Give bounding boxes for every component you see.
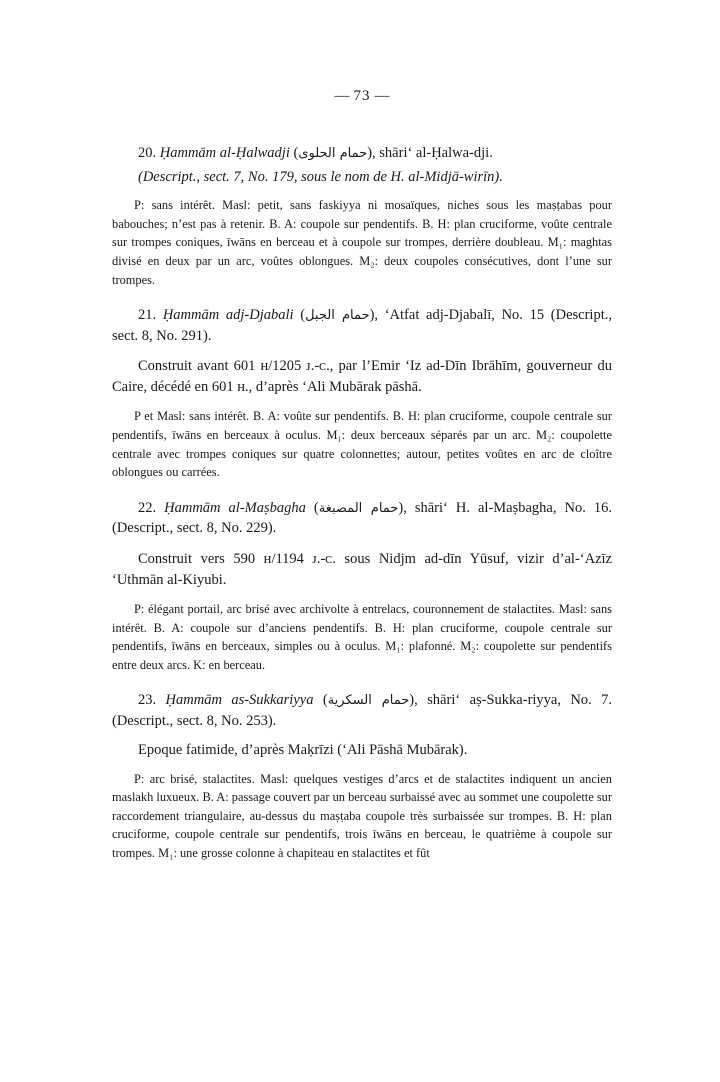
entry-21-heading: 21. Ḥammām adj-Djabali (حمام الجبل), ‘Atfat adj-Djabalī, No. 15 (Descript., sect. 8, No. 291). [112, 307, 612, 344]
page-number-dash-left: — [334, 88, 350, 104]
entry-20-number: 20. [138, 145, 157, 161]
entry-22-arabic: حمام المصبغة [318, 500, 399, 516]
entry-22-construction: Construit vers 590 ʜ/1194 ᴊ.-ᴄ. sous Nidjm ad-dīn Yūsuf, vizir d’al-‘Azīz ‘Uthmān al-Kiyubi. [112, 550, 612, 588]
entry-22-number: 22. [138, 499, 157, 516]
entry-23-note: P: arc brisé, stalactites. Masl: quelques vestiges d’arcs et de stalactites indiquent un ancien maslakh luxueux. B. A: passage couvert par un berceau surbaissé avec au sommet une coupolette sur raccordement triangulaire, au-dessus du maṣṭaba coupole très surbaissée sur trompes. B. H: plan cruciforme, coupole centrale sur pendentifs, trois īwāns en berceau, le quatrième à coupole sur trompes. M₁: une grosse colonne à chapiteau en stalactites et fût [112, 771, 612, 861]
entry-21-number: 21. [138, 307, 157, 324]
entry-20 [112, 143, 612, 289]
entry-23-after-arabic: , shāri‘ aṣ-Sukka-riyya, No. 7. (Descript., sect. 8, No. 253). [112, 692, 613, 730]
entry-20-descript-text: (Descript., sect. 7, No. 179, sous le nom de H. al-Midjā-wirīn). [138, 168, 503, 185]
entry-21-title: Ḥammām adj-Djabali [162, 307, 294, 324]
entry-23-arabic: حمام السكرية [327, 693, 410, 709]
entry-21-note: P et Masl: sans intérêt. B. A: voûte sur pendentifs. B. H: plan cruciforme, coupole centrale sur pendentifs, īwāns en berceaux à oculus. M₁: deux berceaux séparés par un arc. M₂: coupolette centrale avec trompes coniques sur quatre colonnettes; autour, petites voûtes en arc de cloître oblongues ou carrées. [112, 409, 612, 480]
entry-20-arabic: حمام الحلوى [298, 146, 368, 161]
entry-20-heading: 20. Ḥammām al-Ḥalwadji (حمام الحلوى), shāri‘ al-Ḥalwa-dji. [138, 145, 493, 161]
entry-23-epoque: Epoque fatimide, d’après Maḳrīzi (‘Ali Pāshā Mubārak). [138, 741, 468, 758]
entry-22-note: P: élégant portail, arc brisé avec archivolte à entrelacs, couronnement de stalactites. Masl: sans intérêt. B. A: coupole sur d’anciens pendentifs. B. H: plan cruciforme, coupole centrale sur pendentifs, īwāns en berceaux, simples ou à oculus. M₁: plafonné. M₂: coupolette sur pendentifs entre deux arcs. K: en berceau. [112, 602, 612, 672]
entry-21 [112, 305, 612, 482]
entry-22-title: Ḥammām al-Maṣbagha [164, 499, 306, 516]
entry-20-descript [112, 167, 612, 188]
entry-22 [112, 498, 612, 675]
entry-20-note: P: sans intérêt. Masl: petit, sans faskiyya ni mosaïques, niches sous les maṣṭabas pour babouches; n’est pas à retenir. B. A: coupole sur pendentifs. B. H: plan cruciforme, voûte centrale sur trompes coniques, īwāns en berceau et à coupole sur trompes, derrière doubleau. M₁: maghtas divisé en deux par un arc, voûtes oblongues. M₂: deux coupoles consécutives, dont l’une sur trompes. [112, 198, 612, 287]
entry-21-after-arabic: , ‘Atfat adj-Djabalī, No. 15 (Descript., sect. 8, No. 291). [112, 307, 612, 344]
entry-21-construction: Construit avant 601 ʜ/1205 ᴊ.-ᴄ., par l’Emir ‘Iz ad-Dīn Ibrāhīm, gouverneur du Caire, décédé en 601 ʜ., d’après ‘Ali Mubārak pāshā. [112, 358, 612, 396]
entry-20-after-arabic: , shāri‘ al-Ḥalwa-dji. [372, 145, 493, 161]
entry-20-title: Ḥammām al-Ḥalwadji [159, 145, 290, 161]
page-number [112, 88, 612, 105]
page-number-value: 73 [353, 88, 371, 104]
entry-23-title: Ḥammām as-Sukkariyya [165, 692, 314, 709]
entry-21-arabic: حمام الجبل [305, 308, 370, 324]
page-number-dash-right: — [374, 88, 390, 104]
entry-22-after-arabic: , shāri‘ H. al-Maṣbagha, No. 16. (Descript., sect. 8, No. 229). [112, 499, 612, 537]
entry-23-number: 23. [138, 692, 157, 709]
entry-22-heading: 22. Ḥammām al-Maṣbagha (حمام المصبغة), shāri‘ H. al-Maṣbagha, No. 16. (Descript., sect. 8, No. 229). [112, 499, 612, 537]
entry-23 [112, 690, 612, 862]
entry-23-heading: 23. Ḥammām as-Sukkariyya (حمام السكرية), shāri‘ aṣ-Sukka-riyya, No. 7. (Descript., sect. 8, No. 253). [112, 692, 613, 730]
